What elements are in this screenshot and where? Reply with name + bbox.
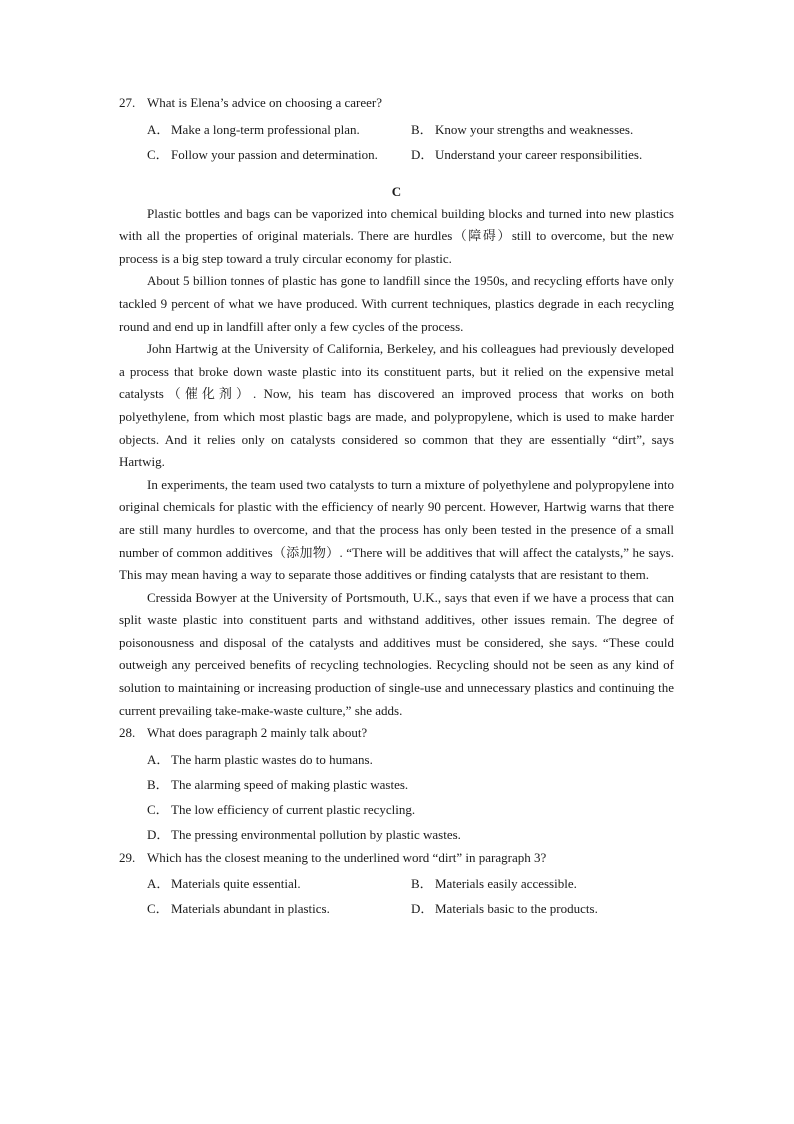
option-d: D． Understand your career responsibilities. [411,146,643,162]
option-c: C． Follow your passion and determination. [147,146,378,162]
question-27-stem [119,92,674,115]
passage-paragraph-1: Plastic bottles and bags can be vaporized into chemical building blocks and turned into new plastics with all the properties of original materials. There are hurdles（障碍）still to overcome, but the new process is a big step toward a truly circular economy for plastic. [119,205,674,266]
question-text: What is Elena’s advice on choosing a career? [147,95,382,110]
question-number: 29. [119,849,136,865]
option-d: D． Materials basic to the products. [411,901,598,917]
option-b: B． Know your strengths and weaknesses. [411,121,634,137]
option-b: B． Materials easily accessible. [411,876,577,892]
option-d: D． The pressing environmental pollution by plastic wastes. [147,826,461,842]
option-a: A． Make a long-term professional plan. [147,121,360,137]
question-29-stem [119,847,674,870]
passage-paragraph-3: John Hartwig at the University of California, Berkeley, and his colleagues had previously developed a process that broke down waste plastic into its constituent parts, but it relied on the expensive metal catalysts（催化剂）. Now, his team has discovered an improved process that works on both polyethylene, from which most plastic bags are made, and polypropylene, which is used to make harder objects. And it relies only on catalysts considered so common that they are essentially “dirt”, says Hartwig. [119,341,674,470]
question-number: 28. [119,725,136,741]
question-text: Which has the closest meaning to the underlined word “dirt” in paragraph 3? [147,849,547,865]
question-28-options [119,747,674,847]
section-title: C [391,183,402,199]
passage-paragraph-5: Cressida Bowyer at the University of Portsmouth, U.K., says that even if we have a process that can split waste plastic into constituent parts and withstand additives, other issues remain. The degree of poisonousness and disposal of the catalysts and additives must be considered, she says. “These could outweigh any perceived benefits of recycling technologies. Recycling should not be seen as any kind of solution to maintaining or increasing production of single-use and unnecessary plastics and continuing the current prevailing take-make-waste culture,” she adds. [119,589,674,718]
option-c: C． Materials abundant in plastics. [147,901,330,917]
option-a: A． The harm plastic wastes do to humans. [147,751,373,767]
option-c: C． The low efficiency of current plastic recycling. [147,801,416,817]
passage-paragraph-4: In experiments, the team used two catalysts to turn a mixture of polyethylene and polypropylene into original chemicals for plastic with the efficiency of nearly 90 percent. However, Hartwig warns that there are still many hurdles to overcome, and that the process has only been tested in the presence of a small number of common additives（添加物）. “There will be additives that will affect the catalysts,” he says. This may mean having a way to separate those additives or finding catalysts that are resistant to them. [119,476,674,583]
question-28-stem [119,722,674,745]
option-b: B． The alarming speed of making plastic wastes. [147,776,409,792]
question-29-options [119,871,674,921]
exam-page [119,92,674,921]
passage-paragraph-2: About 5 billion tonnes of plastic has gone to landfill since the 1950s, and recycling efforts have only tackled 9 percent of what we have produced. With current techniques, plastics degrade in each recycling round and end up in landfill after only a few cycles of the process. [119,273,674,334]
question-number: 27. [119,95,136,110]
option-a: A． Materials quite essential. [147,876,301,892]
reading-passage [119,203,674,723]
question-27-options [119,117,674,167]
question-text: What does paragraph 2 mainly talk about? [147,725,368,741]
